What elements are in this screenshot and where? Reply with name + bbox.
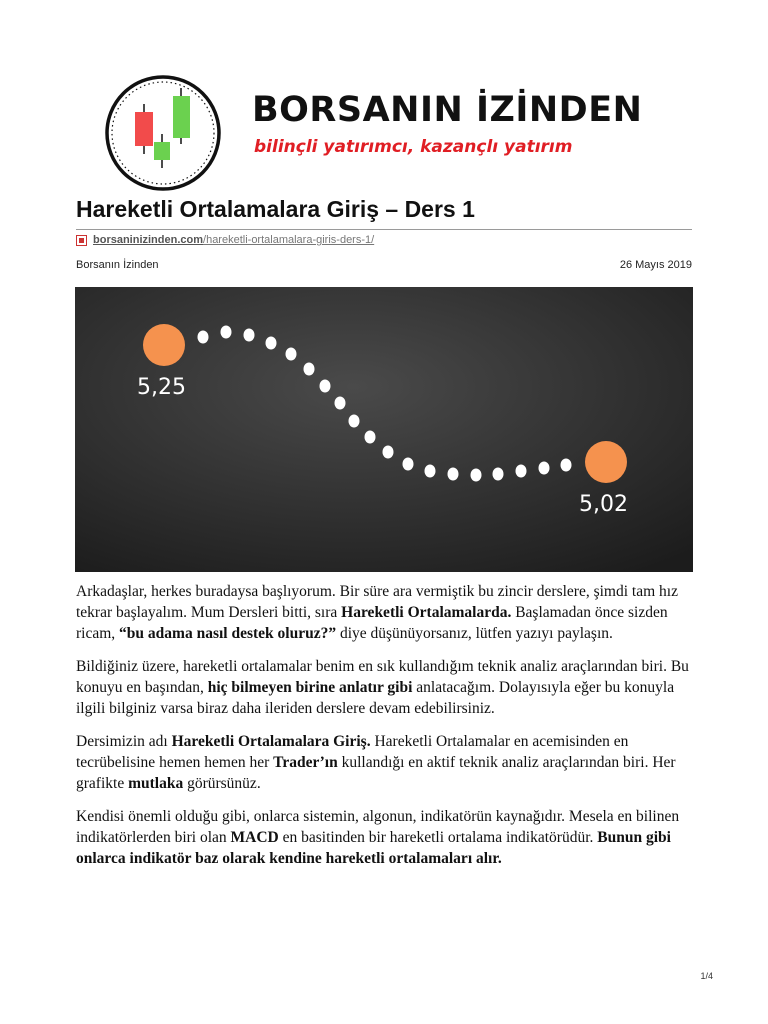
- trail-dot: [471, 469, 482, 482]
- end-dot: [585, 441, 627, 483]
- end-value-label: 5,02: [579, 492, 628, 517]
- brand-tagline: bilinçli yatırımcı, kazançlı yatırım: [254, 137, 573, 157]
- trail-dot: [304, 363, 315, 376]
- article-title: Hareketli Ortalamalara Giriş – Ders 1: [76, 196, 475, 222]
- paragraph: Kendisi önemli olduğu gibi, onlarca sistemin, algonun, indikatörün kaynağıdır. Mesela en bilinen indikatörlerden biri olan MACD en basitinden bir hareketli ortalama indikatörüdür. Bunun gibi onlarca indikatör baz olarak kendine hareketli ortalamaları alır.: [76, 808, 680, 867]
- article-author: Borsanın İzinden: [76, 259, 159, 271]
- trail-dot: [365, 431, 376, 444]
- trail-dot: [516, 465, 527, 478]
- trail-dot: [425, 465, 436, 478]
- trail-dot: [493, 468, 504, 481]
- source-domain[interactable]: borsaninizinden.com: [93, 234, 204, 246]
- trail-dot: [244, 329, 255, 342]
- pdf-source-icon: [76, 235, 87, 246]
- source-link[interactable]: [76, 234, 374, 246]
- trail-dot: [221, 326, 232, 339]
- title-divider: [76, 229, 692, 230]
- article-date: 26 Mayıs 2019: [619, 259, 692, 271]
- trail-dot: [448, 468, 459, 481]
- trail-dot: [349, 415, 360, 428]
- trail-dot: [539, 462, 550, 475]
- trail-dot: [383, 446, 394, 459]
- start-dot: [143, 324, 185, 366]
- paragraph: Bildiğiniz üzere, hareketli ortalamalar benim en sık kullandığım teknik analiz araçlarından biri. Bu konuyu en başından, hiç bilmeyen birine anlatır gibi anlatacağım. Dolayısıyla eğer bu konuyla ilgili bilginiz varsa biraz daha ileriden derslere devam edebilirsiniz.: [76, 658, 689, 717]
- brand-name: BORSANIN İZİNDEN: [252, 90, 643, 130]
- trail-dot: [335, 397, 346, 410]
- start-value-label: 5,25: [137, 375, 186, 400]
- trail-dot: [561, 459, 572, 472]
- paragraph: Arkadaşlar, herkes buradaysa başlıyorum. Bir süre ara vermiştik bu zincir derslere, şimdi tam hız tekrar başlayalım. Mum Dersleri bitti, sıra Hareketli Ortalamalarda. Başlamadan önce sizden ricam, “bu adama nasıl destek oluruz?” diye düşünüyorsanız, lütfen yazıyı paylaşın.: [76, 583, 678, 642]
- trail-dot: [403, 458, 414, 471]
- trail-dot: [320, 380, 331, 393]
- brand-logo-icon: [104, 74, 222, 192]
- hero-image: [75, 287, 693, 572]
- trail-dot: [266, 337, 277, 350]
- trail-dot: [198, 331, 209, 344]
- article-body: [76, 581, 696, 881]
- paragraph: Dersimizin adı Hareketli Ortalamalara Giriş. Hareketli Ortalamalar en acemisinden en tecrübelisine hemen hemen her Trader’ın kullandığı en aktif teknik analiz araçlarından biri. Her grafikte mutlaka görürsünüz.: [76, 733, 676, 792]
- trail-dot: [286, 348, 297, 361]
- page-number: 1/4: [700, 971, 713, 981]
- source-path[interactable]: /hareketli-ortalamalara-giris-ders-1/: [203, 234, 375, 246]
